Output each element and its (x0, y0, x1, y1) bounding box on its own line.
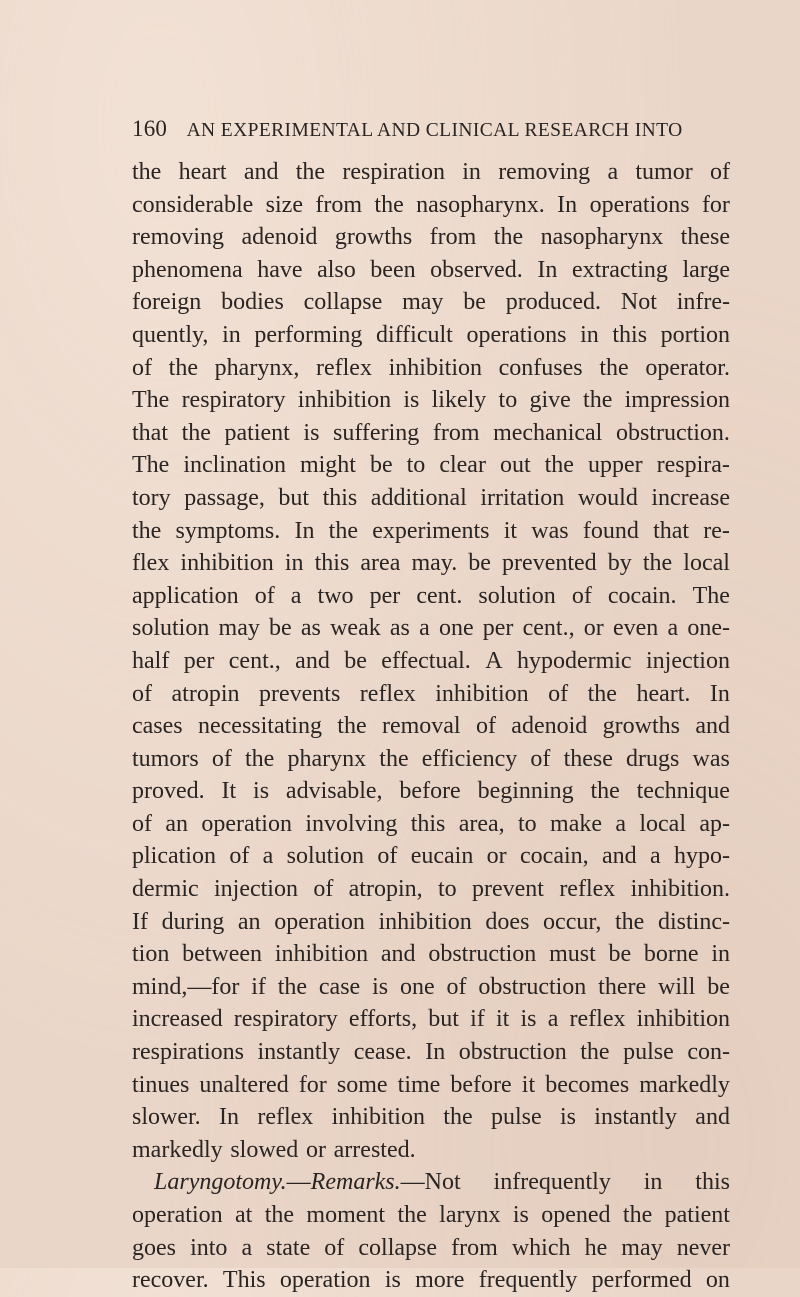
em-dash: — (400, 1169, 425, 1196)
text-line: that the patient is suffering from mechanical obstruction. (132, 419, 730, 446)
text-line: proved. It is advisable, before beginning the technique (132, 778, 730, 805)
text-line: operation at the moment the larynx is opened the patient (132, 1202, 730, 1228)
section-first-line: Laryngotomy.—Remarks.—Not infrequently in this (154, 1169, 730, 1196)
text-line: plication of a solution of eucain or cocain, and a hypo- (132, 843, 730, 870)
text-line: increased respiratory efforts, but if it is a reflex inhibition (132, 1006, 730, 1033)
text-line: solution may be as weak as a one per cent., or even a one- (132, 615, 730, 642)
text-line: considerable size from the nasopharynx. In operations for (132, 191, 730, 218)
section-paragraph (132, 1199, 730, 1297)
text-line: half per cent., and be effectual. A hypodermic injection (132, 647, 730, 674)
page-number: 160 (132, 116, 168, 141)
text-line: goes into a state of collapse from which he may never (132, 1234, 730, 1261)
text-line: respirations instantly cease. In obstruction the pulse con- (132, 1039, 730, 1066)
running-head (132, 114, 732, 144)
text-line: The inclination might be to clear out the upper respira- (132, 452, 730, 479)
text-line: of an operation involving this area, to make a local ap- (132, 810, 730, 837)
text-line: mind,—for if the case is one of obstruction there will be (132, 973, 730, 1000)
text-line: of the pharynx, reflex inhibition confuses the operator. (132, 354, 730, 381)
text-line: slower. In reflex inhibition the pulse is instantly and (132, 1104, 730, 1131)
text-line: quently, in performing difficult operations in this portion (132, 321, 730, 348)
text-line: application of a two per cent. solution of cocain. The (132, 582, 730, 609)
text-line: cases necessitating the removal of adenoid growths and (132, 713, 730, 740)
text-line: foreign bodies collapse may be produced. Not infre- (132, 289, 730, 316)
section-subheading: Remarks. (310, 1169, 401, 1196)
text-line: flex inhibition in this area may. be prevented by the local (132, 550, 730, 577)
text-line: dermic injection of atropin, to prevent reflex inhibition. (132, 876, 730, 903)
text-line: recover. This operation is more frequently performed on (132, 1267, 730, 1294)
text-line: markedly slowed or arrested. (132, 1136, 416, 1163)
section-heading: Laryngotomy. (154, 1169, 287, 1196)
text-line: the heart and the respiration in removing a tumor of (132, 159, 730, 185)
em-dash: — (286, 1169, 311, 1196)
text-line: The respiratory inhibition is likely to give the impression (132, 387, 730, 414)
paragraph (132, 156, 730, 1166)
text-line: tion between inhibition and obstruction must be borne in (132, 941, 730, 968)
text-line: tory passage, but this additional irritation would increase (132, 484, 730, 511)
text-line: tumors of the pharynx the efficiency of these drugs was (132, 745, 730, 772)
text-line: phenomena have also been observed. In extracting large (132, 256, 730, 283)
text-line: tinues unaltered for some time before it becomes markedly (132, 1071, 730, 1098)
text-line: of atropin prevents reflex inhibition of the heart. In (132, 680, 730, 707)
body-text (132, 156, 730, 1297)
text-line: the symptoms. In the experiments it was found that re- (132, 517, 730, 544)
running-title: AN EXPERIMENTAL AND CLINICAL RESEARCH INTO (186, 120, 683, 141)
text-line: If during an operation inhibition does occur, the distinc- (132, 908, 730, 935)
text-line: removing adenoid growths from the nasopharynx these (132, 224, 730, 251)
